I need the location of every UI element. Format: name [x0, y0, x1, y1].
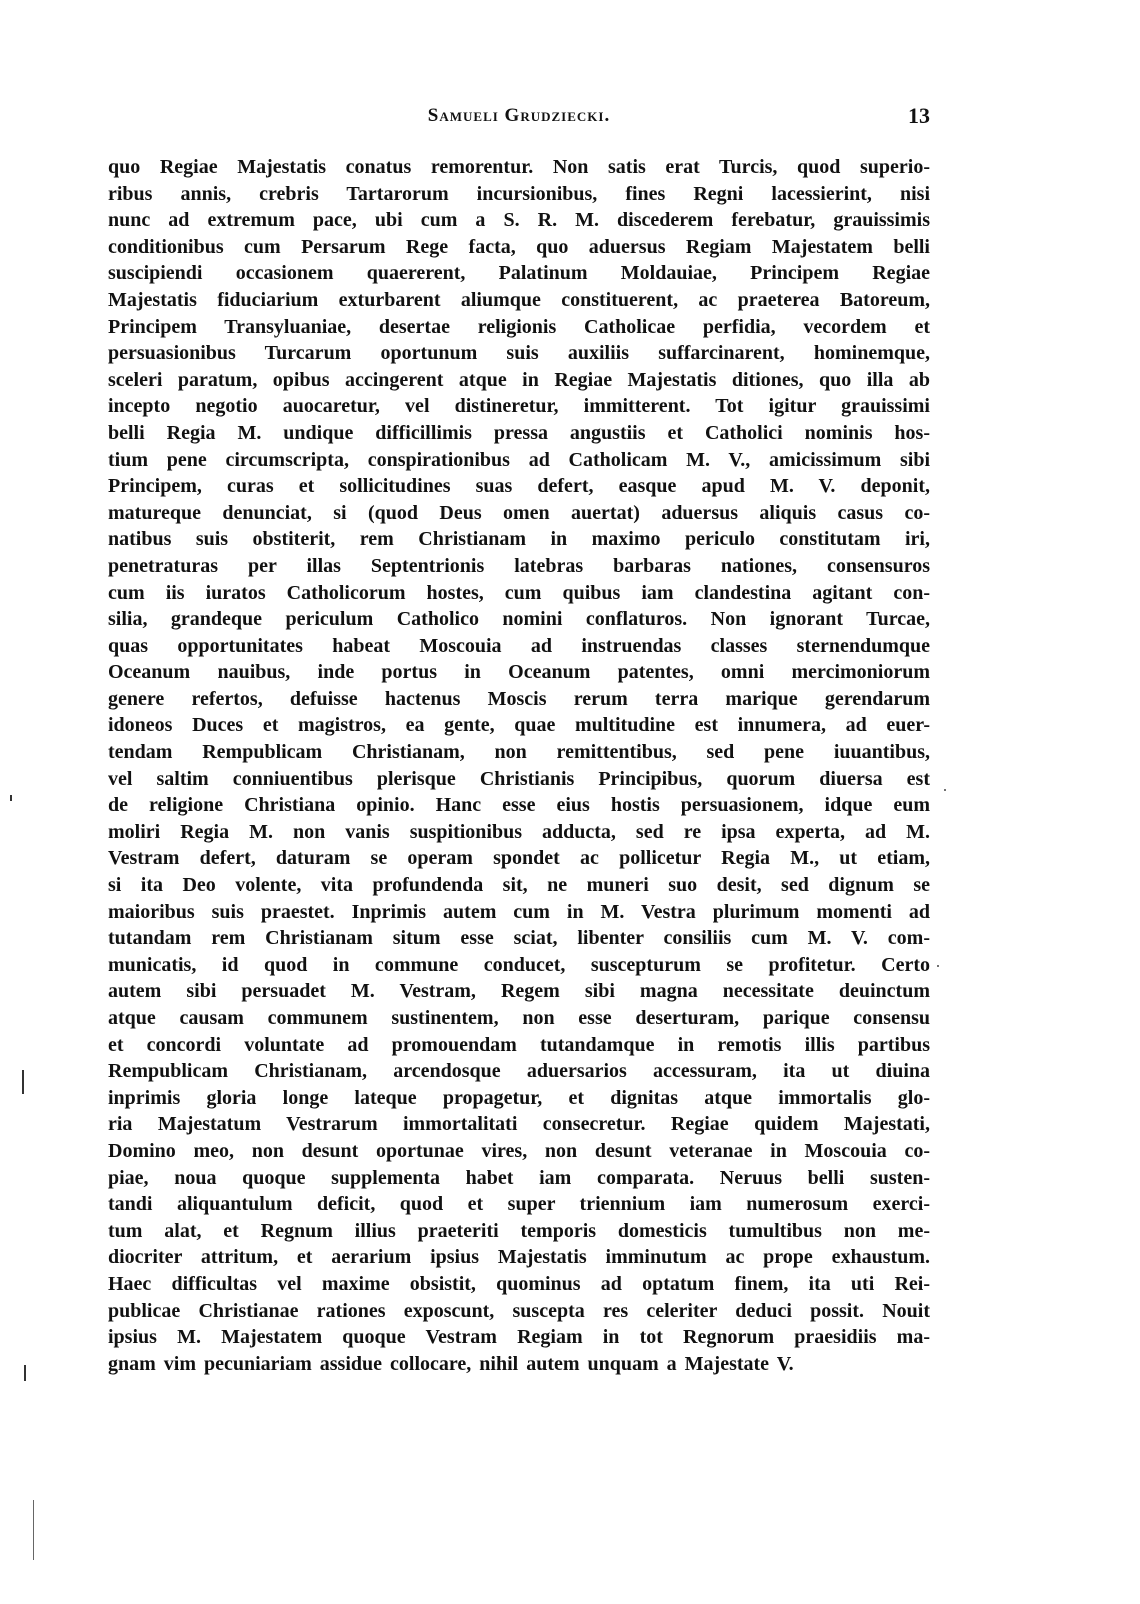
scan-mark — [24, 1365, 26, 1381]
text-line: piae, noua quoque supplementa habet iam comparata. Neruus belli susten- — [108, 1166, 930, 1189]
body-text — [108, 154, 930, 1377]
text-line: nunc ad extremum pace, ubi cum a S. R. M. discederem ferebatur, grauissimis — [108, 209, 930, 232]
text-line: conditionibus cum Persarum Rege facta, quo aduersus Regiam Majestatem belli — [108, 235, 930, 258]
text-line: persuasionibus Turcarum oportunum suis auxiliis suffarcinarent, hominemque, — [108, 342, 930, 365]
text-line: vel saltim conniuentibus plerisque Christianis Principibus, quorum diuersa est — [108, 767, 930, 790]
text-line: matureque denunciat, si (quod Deus omen auertat) aduersus aliquis casus co- — [108, 501, 930, 524]
text-line: de religione Christiana opinio. Hanc esse eius hostis persuasionem, idque eum — [108, 794, 930, 817]
text-line: municatis, id quod in commune conducet, suscepturum se profitetur. Certo — [108, 953, 930, 976]
running-title: Samueli Grudziecki. — [427, 105, 611, 126]
text-line: gnam vim pecuniariam assidue collocare, nihil autem unquam a Majestate V. — [108, 1352, 794, 1375]
text-line: Haec difficultas vel maxime obsistit, quominus ad optatum finem, ita uti Rei- — [108, 1272, 930, 1295]
text-line: idoneos Duces et magistros, ea gente, quae multitudine est innumera, ad euer- — [108, 714, 930, 737]
text-line: penetraturas per illas Septentrionis latebras barbaras nationes, consensuros — [108, 554, 930, 577]
text-line: Principem Transyluaniae, desertae religionis Catholicae perfidia, vecordem et — [108, 315, 930, 338]
text-line: tutandam rem Christianam situm esse sciat, libenter consiliis cum M. V. com- — [108, 927, 930, 950]
page-number: 13 — [908, 103, 930, 128]
text-line: quo Regiae Majestatis conatus remorentur. Non satis erat Turcis, quod superio- — [108, 156, 930, 178]
text-line: maioribus suis praestet. Inprimis autem cum in M. Vestra plurimum momenti ad — [108, 900, 930, 923]
running-head — [108, 105, 930, 137]
text-line: sceleri paratum, opibus accingerent atque in Regiae Majestatis ditiones, quo illa ab — [108, 368, 930, 391]
text-line: ipsius M. Majestatem quoque Vestram Regiam in tot Regnorum praesidiis ma- — [108, 1326, 930, 1349]
text-line: atque causam communem sustinentem, non esse deserturam, parique consensu — [108, 1007, 930, 1029]
text-line: Principem, curas et sollicitudines suas defert, easque apud M. V. deponit, — [108, 475, 930, 498]
scan-mark — [10, 795, 12, 801]
text-line: tandi aliquantulum deficit, quod et super triennium iam numerosum exerci- — [108, 1193, 930, 1216]
text-line: publicae Christianae rationes exposcunt, suscepta res celeriter deduci possit. Nouit — [108, 1299, 930, 1322]
text-line: incepto negotio auocaretur, vel distineretur, immitterent. Tot igitur grauissimi — [108, 395, 930, 418]
text-line: Domino meo, non desunt oportunae vires, non desunt veteranae in Moscouia co- — [108, 1139, 930, 1162]
text-line: Oceanum nauibus, inde portus in Oceanum patentes, omni mercimoniorum — [108, 661, 930, 684]
scan-speck — [944, 789, 946, 791]
text-line: tendam Rempublicam Christianam, non remittentibus, sed pene iuuantibus, — [108, 741, 930, 764]
text-line: silia, grandeque periculum Catholico nomini conflaturos. Non ignorant Turcae, — [108, 608, 930, 631]
scan-mark — [22, 1070, 24, 1094]
text-line: inprimis gloria longe lateque propagetur, et dignitas atque immortalis glo- — [108, 1086, 930, 1109]
text-line: et concordi voluntate ad promouendam tutandamque in remotis illis partibus — [108, 1033, 930, 1056]
text-line: autem sibi persuadet M. Vestram, Regem sibi magna necessitate deuinctum — [108, 980, 930, 1003]
scan-mark — [33, 1500, 34, 1560]
text-line: belli Regia M. undique difficillimis pressa angustiis et Catholici nominis hos- — [108, 421, 930, 444]
text-line: cum iis iuratos Catholicorum hostes, cum quibus iam clandestina agitant con- — [108, 581, 930, 604]
text-line: tium pene circumscripta, conspirationibus ad Catholicam M. V., amicissimum sibi — [108, 448, 930, 471]
text-line: Vestram defert, daturam se operam spondet ac pollicetur Regia M., ut etiam, — [108, 847, 930, 870]
text-line: moliri Regia M. non vanis suspitionibus adducta, sed re ipsa experta, ad M. — [108, 820, 930, 843]
scan-speck — [937, 965, 939, 967]
text-line: diocriter attritum, et aerarium ipsius Majestatis imminutum ac prope exhaustum. — [108, 1246, 930, 1269]
text-line: Majestatis fiduciarium exturbarent aliumque constituerent, ac praeterea Batoreum, — [108, 288, 930, 311]
text-line: ria Majestatum Vestrarum immortalitati consecretur. Regiae quidem Majestati, — [108, 1113, 930, 1136]
text-line: quas opportunitates habeat Moscouia ad instruendas classes sternendumque — [108, 634, 930, 657]
text-line: genere refertos, defuisse hactenus Moscis rerum terra marique gerendarum — [108, 687, 930, 710]
text-line: si ita Deo volente, vita profundenda sit, ne muneri suo desit, sed dignum se — [108, 874, 930, 897]
text-line: ribus annis, crebris Tartarorum incursionibus, fines Regni lacessierint, nisi — [108, 182, 930, 205]
text-line: natibus suis obstiterit, rem Christianam in maximo periculo constitutam iri, — [108, 528, 930, 551]
text-line: suscipiendi occasionem quaererent, Palatinum Moldauiae, Principem Regiae — [108, 262, 930, 285]
text-line: Rempublicam Christianam, arcendosque aduersarios accessuram, ita ut diuina — [108, 1060, 930, 1083]
text-line: tum alat, et Regnum illius praeteriti temporis domesticis tumultibus non me- — [108, 1219, 930, 1242]
